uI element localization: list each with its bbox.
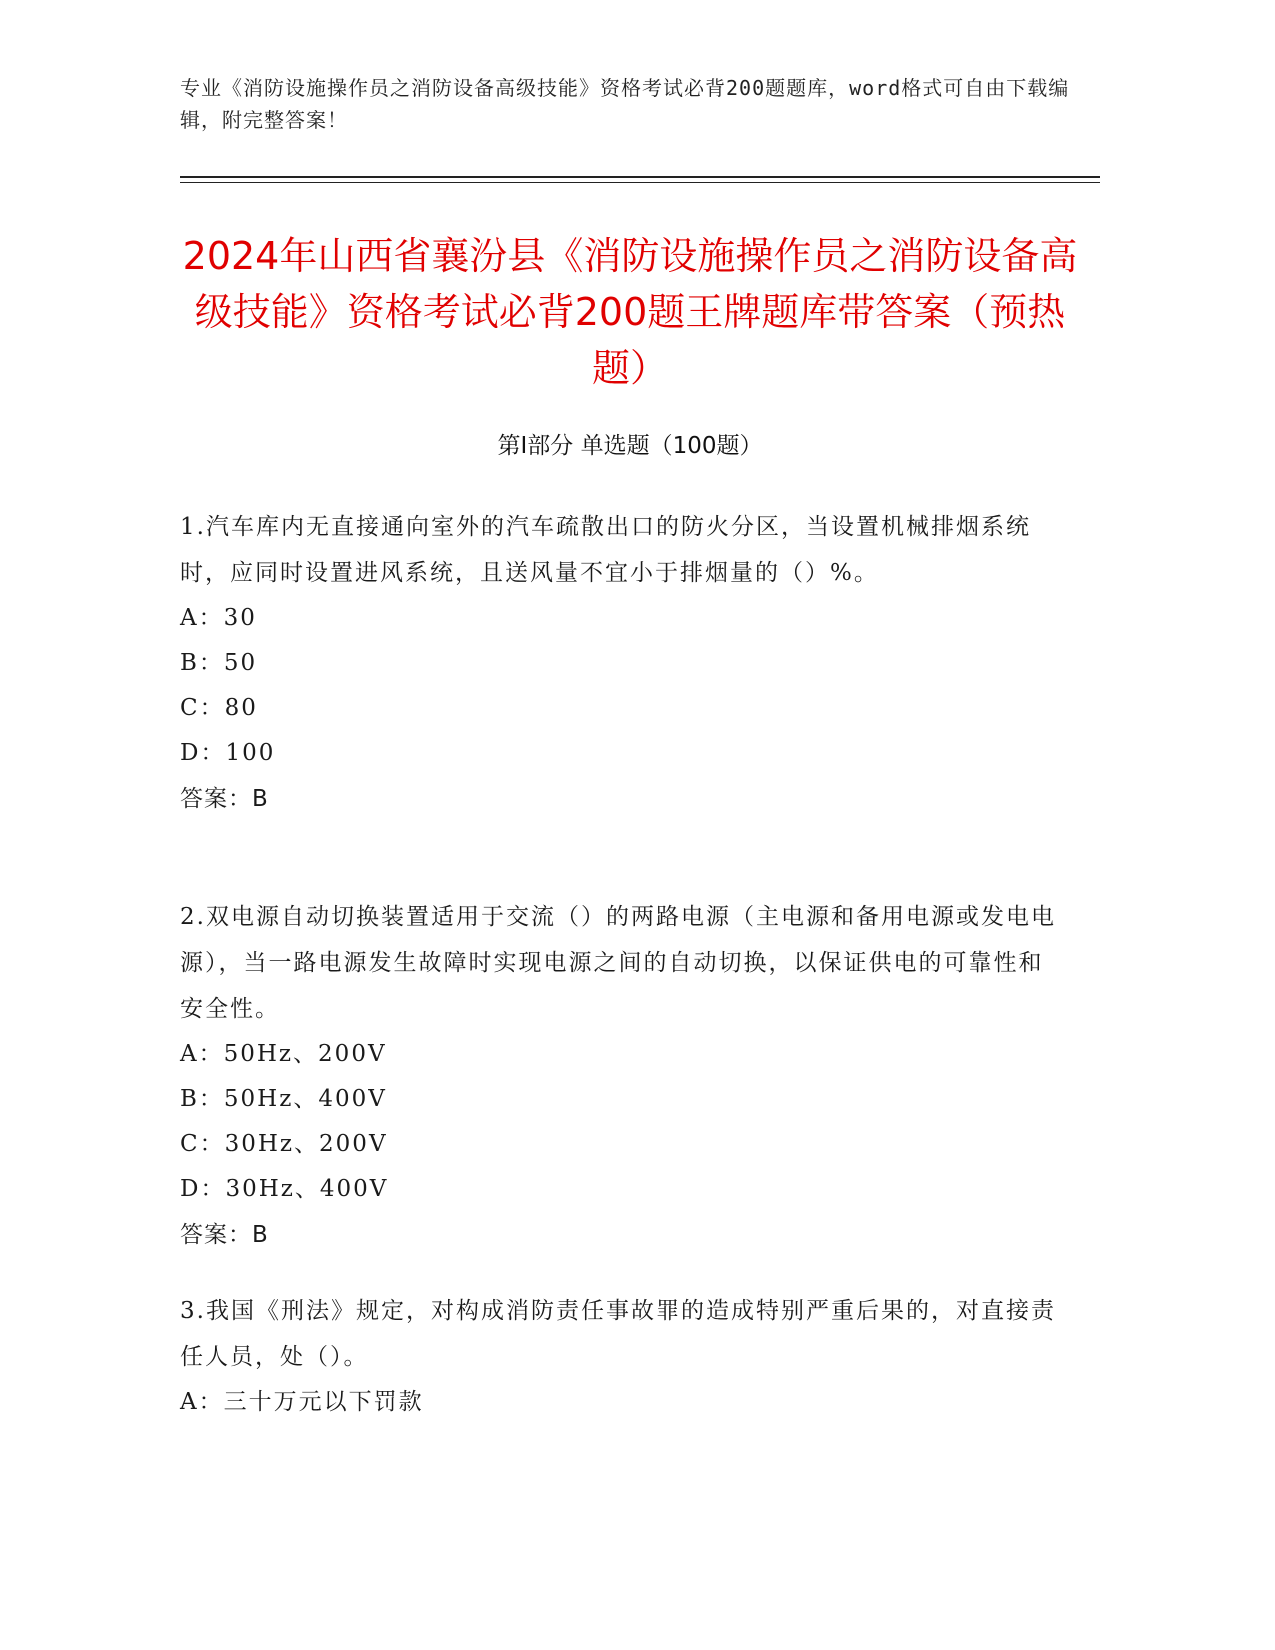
option-b: B：50Hz、400V <box>180 1086 387 1112</box>
question-2 <box>180 894 1060 1258</box>
option-a: A：50Hz、200V <box>180 1041 387 1067</box>
question-stem: 3.我国《刑法》规定，对构成消防责任事故罪的造成特别严重后果的，对直接责任人员，处（）。 <box>180 1298 1056 1370</box>
header-note: 专业《消防设施操作员之消防设备高级技能》资格考试必背200题题库，word格式可自由下载编辑，附完整答案！ <box>180 76 1070 132</box>
section-title: 第Ⅰ部分 单选题（100题） <box>497 433 763 459</box>
option-a: A：三十万元以下罚款 <box>180 1389 424 1415</box>
header-divider-thick <box>180 176 1100 178</box>
question-1 <box>180 504 1060 822</box>
answer: 答案：B <box>180 1222 269 1248</box>
option-d: D：100 <box>180 740 276 766</box>
answer: 答案：B <box>180 786 269 812</box>
question-3 <box>180 1288 1060 1425</box>
document-title: 2024年山西省襄汾县《消防设施操作员之消防设备高级技能》资格考试必背200题王牌题库带答案（预热题） <box>182 234 1078 390</box>
header-divider-thin <box>180 182 1100 183</box>
question-stem: 2.双电源自动切换装置适用于交流（）的两路电源（主电源和备用电源或发电电源），当一路电源发生故障时实现电源之间的自动切换，以保证供电的可靠性和安全性。 <box>180 904 1056 1022</box>
option-c: C：80 <box>180 695 258 721</box>
option-c: C：30Hz、200V <box>180 1131 388 1157</box>
option-b: B：50 <box>180 650 258 676</box>
question-stem: 1.汽车库内无直接通向室外的汽车疏散出口的防火分区，当设置机械排烟系统时，应同时设置进风系统，且送风量不宜小于排烟量的（）%。 <box>180 514 1031 586</box>
option-d: D：30Hz、400V <box>180 1176 389 1202</box>
option-a: A：30 <box>180 605 257 631</box>
